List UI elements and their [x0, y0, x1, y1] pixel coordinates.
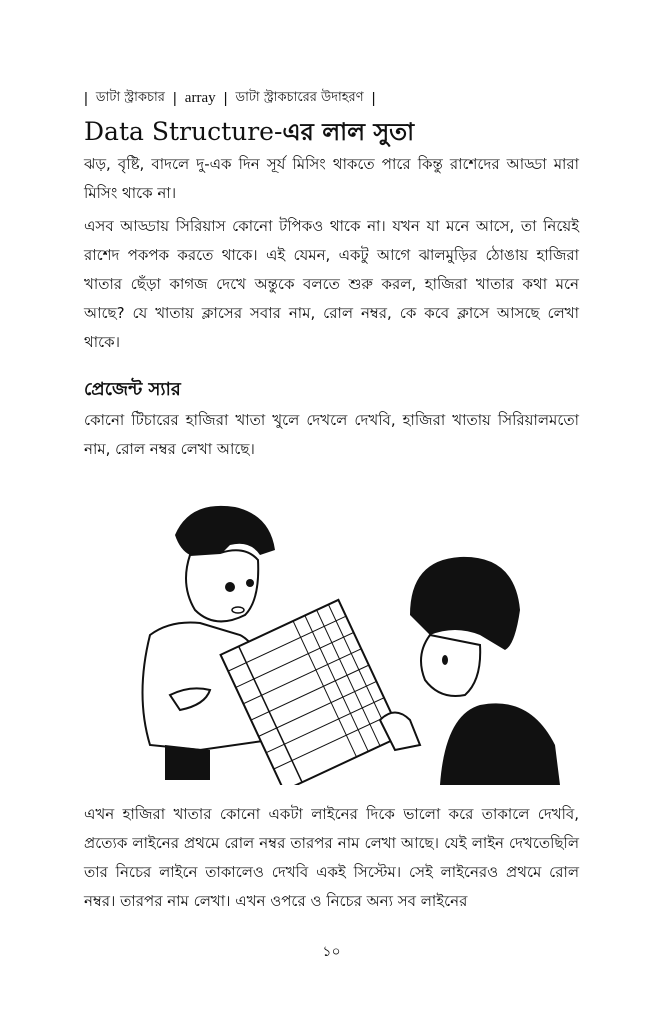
section-heading: প্রেজেন্ট স্যার [84, 379, 181, 400]
breadcrumb-separator: | [223, 90, 228, 107]
boys-with-register-illustration [110, 495, 565, 785]
breadcrumb-item: ডাটা স্ট্রাকচার [95, 90, 165, 105]
closing-paragraph: এখন হাজিরা খাতার কোনো একটা লাইনের দিকে ভালো করে তাকালে দেখবি, প্রত্যেক লাইনের প্রথমে রোল নম্বর তারপর নাম লেখা আছে। যেই লাইন দেখতেছিলি তার নিচের লাইনে তাকালেও দেখবি একই সিস্টেম। সেই লাইনেরও প্রথমে রোল নম্বর। তারপর নাম লেখা। এখন ওপরে ও নিচের অন্য সব লাইনের [84, 805, 579, 910]
breadcrumb-separator: | [172, 90, 177, 107]
body-paragraph: এসব আড্ডায় সিরিয়াস কোনো টপিকও থাকে না। যখন যা মনে আসে, তা নিয়েই রাশেদ পকপক করতে থাকে। এই যেমন, একটু আগে ঝালমুড়ির ঠোঙায় হাজিরা খাতার ছেঁড়া কাগজ দেখে অন্তুকে বলতে শুরু করল, হাজিরা খাতার কথা মনে আছে? যে খাতায় ক্লাসের সবার নাম, রোল নম্বর, কে কবে ক্লাসে আসছে লেখা থাকে। [84, 217, 579, 351]
breadcrumb-separator: | [371, 90, 376, 107]
title-latin: Data Structure- [84, 117, 283, 146]
page-number: ১০ [322, 944, 341, 960]
intro-paragraph: ঝড়, বৃষ্টি, বাদলে দু-এক দিন সূর্য মিসিং থাকতে পারে কিন্তু রাশেদের আড্ডা মারা মিসিং থাকে না। [84, 155, 579, 202]
breadcrumb-item: ডাটা স্ট্রাকচারের উদাহরণ [235, 90, 364, 105]
section-paragraph: কোনো টিচারের হাজিরা খাতা খুলে দেখলে দেখবি, হাজিরা খাতায় সিরিয়ালমতো নাম, রোল নম্বর লেখা আছে। [84, 411, 579, 458]
title-bengali: এর লাল সুতা [282, 118, 415, 146]
breadcrumb-separator: | [84, 90, 88, 107]
illustration [110, 495, 565, 785]
page-title [84, 114, 414, 154]
breadcrumb [84, 88, 375, 109]
breadcrumb-item: array [184, 90, 216, 106]
